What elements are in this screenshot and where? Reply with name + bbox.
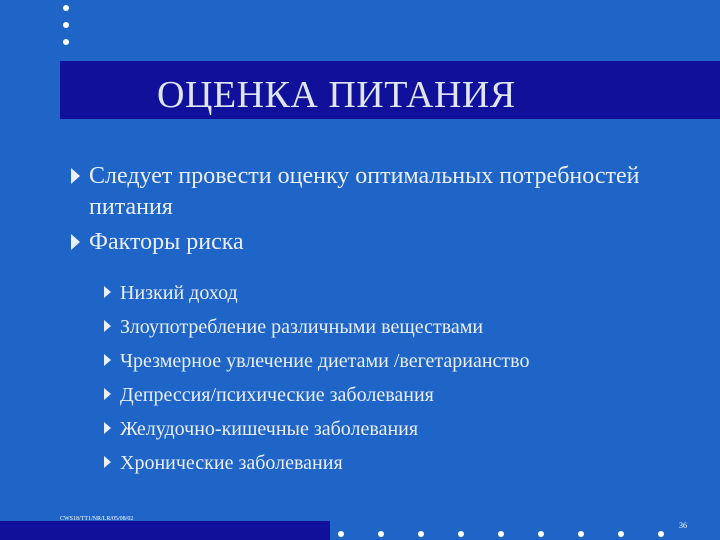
- sub-bullet-text: Низкий доход: [120, 282, 238, 304]
- triangle-right-icon: [71, 168, 80, 184]
- triangle-right-icon: [104, 354, 111, 366]
- dot-icon: [498, 531, 504, 537]
- sub-bullet-text: Чрезмерное увлечение диетами /вегетарианство: [120, 350, 530, 372]
- triangle-right-icon: [104, 456, 111, 468]
- main-bullet-list: [70, 161, 690, 258]
- dot-icon: [618, 531, 624, 537]
- bullet-text: Факторы риска: [89, 229, 244, 255]
- sub-bullet-item: [103, 344, 663, 378]
- sub-bullet-text: Хронические заболевания: [120, 452, 343, 474]
- bullet-text: Следует провести оценку оптимальных потребностей питания: [89, 163, 640, 220]
- bullet-item: [70, 227, 690, 258]
- dot-icon: [378, 531, 384, 537]
- sub-bullet-text: Депрессия/психические заболевания: [120, 384, 434, 406]
- dot-icon: [63, 22, 69, 28]
- slide-title: ОЦЕНКА ПИТАНИЯ: [157, 74, 516, 116]
- vertical-dot-decoration: [61, 5, 71, 55]
- dot-icon: [63, 39, 69, 45]
- triangle-right-icon: [104, 388, 111, 400]
- triangle-right-icon: [104, 286, 111, 298]
- dot-icon: [338, 531, 344, 537]
- sub-bullet-text: Злоупотребление различными веществами: [120, 316, 484, 338]
- triangle-right-icon: [104, 320, 111, 332]
- triangle-right-icon: [71, 234, 80, 250]
- dot-icon: [538, 531, 544, 537]
- triangle-right-icon: [104, 422, 111, 434]
- sub-bullet-item: [103, 276, 663, 310]
- page-number: 36: [679, 521, 687, 530]
- horizontal-dot-decoration: [338, 528, 720, 540]
- sub-bullet-item: [103, 412, 663, 446]
- sub-bullet-item: [103, 310, 663, 344]
- sub-bullet-item: [103, 378, 663, 412]
- dot-icon: [578, 531, 584, 537]
- dot-icon: [418, 531, 424, 537]
- sub-bullet-text: Желудочно-кишечные заболевания: [120, 418, 419, 440]
- dot-icon: [658, 531, 664, 537]
- sub-bullet-item: [103, 446, 663, 480]
- footer-code: CWS18/TT1/NR/LR/05/08/02: [60, 516, 134, 522]
- dot-icon: [63, 5, 69, 11]
- footer-band: [0, 521, 330, 540]
- dot-icon: [458, 531, 464, 537]
- bullet-item: [70, 161, 690, 223]
- risk-factors-list: [103, 276, 663, 480]
